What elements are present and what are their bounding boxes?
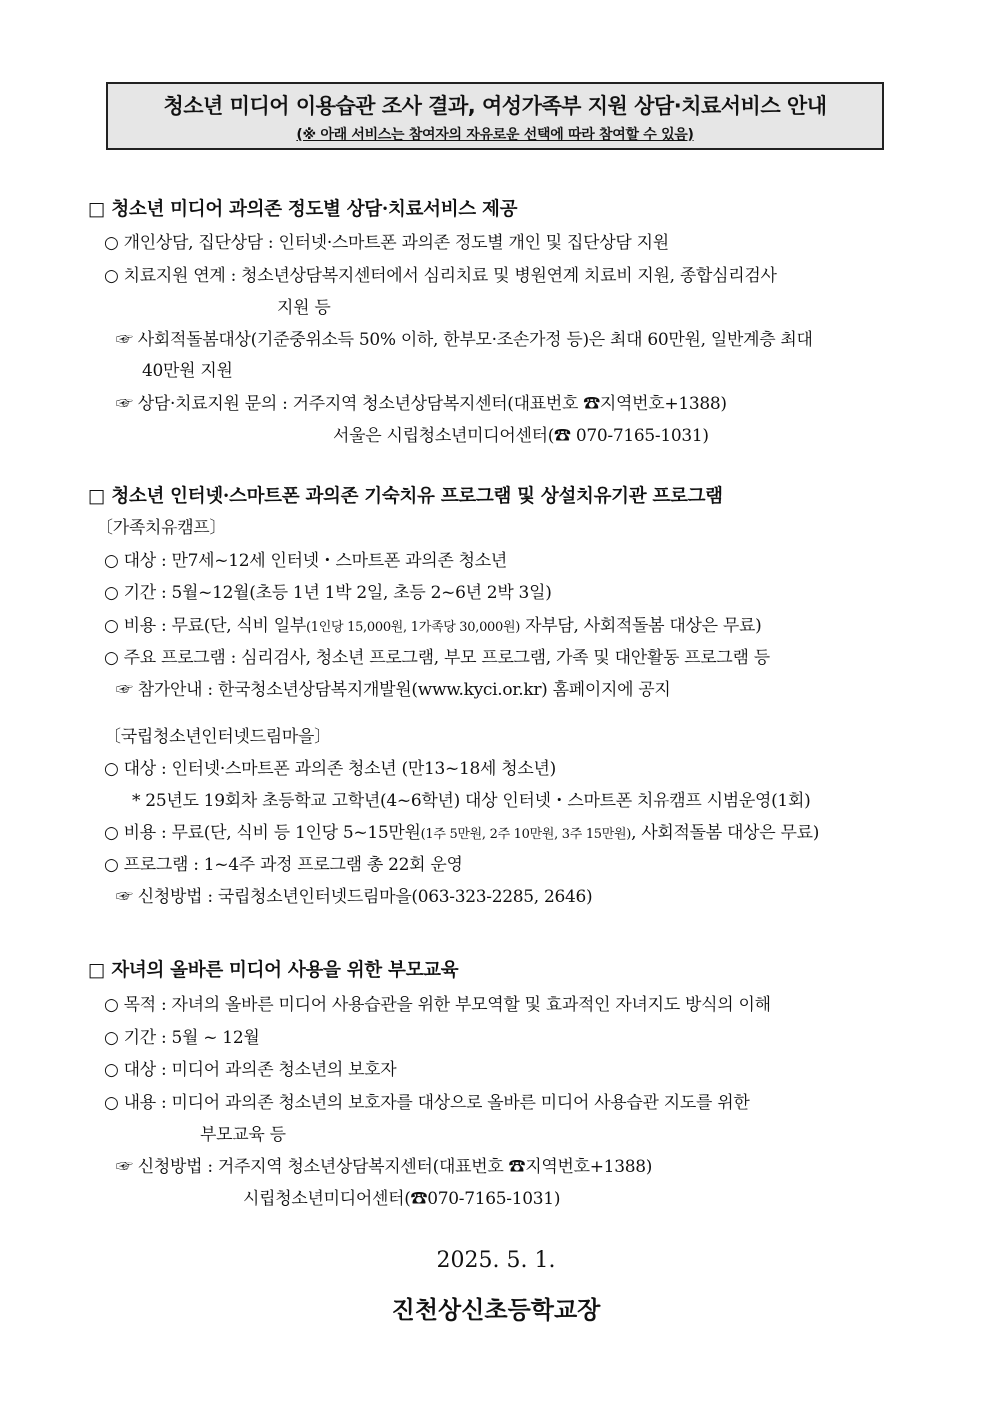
section1-line-counseling: ○ 개인상담, 집단상담 : 인터넷·스마트폰 과의존 정도별 개인 및 집단상담 지원 [104,233,669,253]
family-camp-period: ○ 기간 : 5월~12월(초등 1년 1박 2일, 초등 2~6년 2박 3일) [104,583,552,603]
dream-village-program: ○ 프로그램 : 1~4주 과정 프로그램 총 22회 운영 [104,855,463,875]
dream-village-title: 〔국립청소년인터넷드림마을〕 [104,727,331,747]
dream-village-cost: ○ 비용 : 무료(단, 식비 등 1인당 5~15만원(1주 5만원, 2주 10만원, 3주 15만원), 사회적돌봄 대상은 무료) [104,823,820,843]
title-box [106,82,884,150]
section1-line-social-care: ☞ 사회적돌봄대상(기준중위소득 50% 이하, 한부모·조손가정 등)은 최대 60만원, 일반계층 최대 [116,330,813,350]
document-signer: 진천상신초등학교장 [391,1295,601,1324]
section1-line-treatment: ○ 치료지원 연계 : 청소년상담복지센터에서 심리치료 및 병원연계 치료비 지원, 종합심리검사 [104,266,777,286]
parent-edu-content: ○ 내용 : 미디어 과의존 청소년의 보호자를 대상으로 올바른 미디어 사용습관 지도를 위한 [104,1093,750,1113]
dream-village-target: ○ 대상 : 인터넷·스마트폰 과의존 청소년 (만13~18세 청소년) [104,759,556,779]
section2-heading: □ 청소년 인터넷·스마트폰 과의존 기숙치유 프로그램 및 상설치유기관 프로그램 [88,486,723,507]
dream-village-apply: ☞ 신청방법 : 국립청소년인터넷드림마을(063-323-2285, 2646) [116,887,593,907]
family-camp-target: ○ 대상 : 만7세~12세 인터넷・스마트폰 과의존 청소년 [104,551,507,571]
section1-line-social-care-cont: 40만원 지원 [142,361,233,381]
family-camp-cost: ○ 비용 : 무료(단, 식비 일부(1인당 15,000원, 1가족당 30,000원) 자부담, 사회적돌봄 대상은 무료) [104,616,762,636]
parent-edu-purpose: ○ 목적 : 자녀의 올바른 미디어 사용습관을 위한 부모역할 및 효과적인 자녀지도 방식의 이해 [104,995,771,1015]
family-camp-programs: ○ 주요 프로그램 : 심리검사, 청소년 프로그램, 부모 프로그램, 가족 및 대안활동 프로그램 등 [104,648,770,668]
section1-line-inquiry-seoul: 서울은 시립청소년미디어센터(☎ 070-7165-1031) [333,426,709,446]
section1-heading: □ 청소년 미디어 과의존 정도별 상담·치료서비스 제공 [88,199,518,220]
parent-edu-period: ○ 기간 : 5월 ~ 12월 [104,1028,260,1048]
parent-edu-target: ○ 대상 : 미디어 과의존 청소년의 보호자 [104,1060,397,1080]
parent-edu-apply-cont: 시립청소년미디어센터(☎070-7165-1031) [243,1189,561,1209]
document-subtitle: (※ 아래 서비스는 참여자의 자유로운 선택에 따라 참여할 수 있음) [296,127,694,143]
section1-line-treatment-cont: 지원 등 [277,298,331,318]
section3-heading: □ 자녀의 올바른 미디어 사용을 위한 부모교육 [88,960,459,981]
family-camp-title: 〔가족치유캠프〕 [96,518,227,538]
parent-edu-apply: ☞ 신청방법 : 거주지역 청소년상담복지센터(대표번호 ☎지역번호+1388) [116,1157,653,1177]
dream-village-pilot: * 25년도 19회차 초등학교 고학년(4~6학년) 대상 인터넷・스마트폰 치유캠프 시범운영(1회) [132,791,811,811]
document-title: 청소년 미디어 이용습관 조사 결과, 여성가족부 지원 상담·치료서비스 안내 [163,94,827,118]
parent-edu-content-cont: 부모교육 등 [200,1125,286,1145]
document-date: 2025. 5. 1. [436,1248,556,1273]
family-camp-notice: ☞ 참가안내 : 한국청소년상담복지개발원(www.kyci.or.kr) 홈페이지에 공지 [116,680,671,700]
section1-line-inquiry: ☞ 상담·치료지원 문의 : 거주지역 청소년상담복지센터(대표번호 ☎지역번호+1388) [116,394,727,414]
